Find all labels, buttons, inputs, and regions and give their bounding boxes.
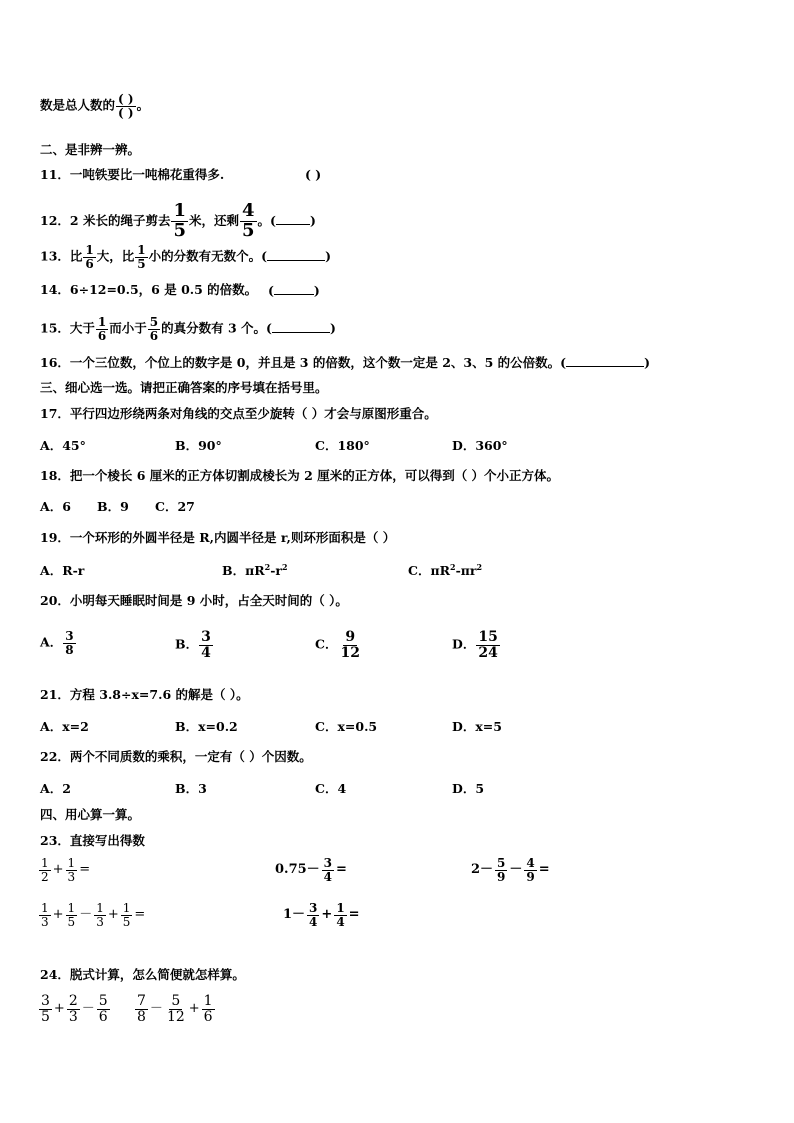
question-12: 12．2 米长的绳子剪去 $\frac{1}{5}$ 米，还剩 $\frac{4}{5}$ 。( ) <box>40 200 316 241</box>
question-11: 11．一吨铁要比一吨棉花重得多. ( ) <box>40 167 322 182</box>
fraction: $\frac{3}{8}$ <box>65 629 74 657</box>
question-21: 21．方程 3.8÷x=7.6 的解是（ ）。 <box>40 687 249 702</box>
q19-option-b[interactable]: B．$\pi R^2-r^2$ <box>222 561 288 578</box>
q10-tail: 数是总人数的 $\frac{( )}{( )}$ 。 <box>40 92 150 120</box>
q18-option-a[interactable]: A．6 <box>40 499 71 514</box>
q18-option-c[interactable]: C．27 <box>155 499 195 514</box>
q22-option-c[interactable]: C．4 <box>315 781 347 796</box>
fraction: $\frac{( )}{( )}$ <box>118 92 134 120</box>
section-2-title: 二、是非辨一辨。 <box>40 142 141 157</box>
fraction: $\frac{3}{4}$ <box>201 629 211 661</box>
question-22: 22．两个不同质数的乘积，一定有（ ）个因数。 <box>40 749 312 764</box>
q20-option-d[interactable]: D． $\frac{15}{24}$ <box>452 629 498 661</box>
question-13: 13．比 $\frac{1}{6}$ 大，比 $\frac{1}{5}$ 小的分数有无数个。( ) <box>40 243 331 271</box>
q17-option-b[interactable]: B．90° <box>175 438 222 453</box>
question-24: 24．脱式计算，怎么简便就怎样算。 <box>40 967 245 982</box>
question-20: 20．小明每天睡眠时间是 9 小时，占全天时间的（ ）。 <box>40 593 348 608</box>
q20-option-b[interactable]: B． $\frac{3}{4}$ <box>175 629 211 661</box>
expression-23-1: $\frac{1}{2}$ + $\frac{1}{3}$ = <box>41 856 91 884</box>
question-17: 17．平行四边形绕两条对角线的交点至少旋转（ ）才会与原图形重合。 <box>40 406 437 421</box>
q18-option-b[interactable]: B．9 <box>97 499 129 514</box>
q17-option-c[interactable]: C．180° <box>315 438 370 453</box>
q17-option-d[interactable]: D．360° <box>452 438 508 453</box>
expression-24-2: $\frac{7}{8}$ － $\frac{5}{12}$ + $\frac{1}{6}$ <box>137 993 213 1025</box>
expression-24-1: $\frac{3}{5}$ + $\frac{2}{3}$ － $\frac{5}{6}$ <box>41 993 108 1025</box>
answer-blank[interactable] <box>272 320 330 333</box>
fraction: $\frac{15}{24}$ <box>478 629 498 661</box>
q10-tail-text: 数是总人数的 <box>40 97 116 113</box>
fraction: $\frac{1}{5}$ <box>137 243 146 271</box>
answer-blank[interactable] <box>267 248 325 261</box>
answer-paren[interactable]: ( ) <box>268 283 320 298</box>
q21-option-b[interactable]: B．x=0.2 <box>175 719 238 734</box>
question-19: 19．一个环形的外圆半径是 R,内圆半径是 r,则环形面积是（ ） <box>40 530 396 545</box>
expression-23-2: 0.75－ $\frac{3}{4}$ = <box>275 856 347 884</box>
section-3-title: 三、细心选一选。请把正确答案的序号填在括号里。 <box>40 380 328 395</box>
q21-option-c[interactable]: C．x=0.5 <box>315 719 378 734</box>
q22-option-d[interactable]: D．5 <box>452 781 485 796</box>
q17-option-a[interactable]: A．45° <box>40 438 86 453</box>
q20-option-c[interactable]: C． $\frac{9}{12}$ <box>315 629 360 661</box>
fraction: $\frac{5}{6}$ <box>149 315 159 343</box>
expression-23-5: 1－ $\frac{3}{4}$ + $\frac{1}{4}$ = <box>283 901 360 929</box>
fraction: $\frac{9}{12}$ <box>340 629 360 661</box>
q21-option-a[interactable]: A．x=2 <box>40 719 89 734</box>
q22-option-a[interactable]: A．2 <box>40 781 71 796</box>
answer-blank[interactable] <box>276 212 310 225</box>
q21-option-d[interactable]: D．x=5 <box>452 719 502 734</box>
question-15: 15．大于 $\frac{1}{6}$ 而小于 $\frac{5}{6}$ 的真分数有 3 个。( ) <box>40 315 336 343</box>
q19-option-a[interactable]: A．R-r <box>40 563 85 578</box>
section-4-title: 四、用心算一算。 <box>40 807 141 822</box>
question-18: 18．把一个棱长 6 厘米的正方体切割成棱长为 2 厘米的正方体，可以得到（ ）个小正方体。 <box>40 468 560 483</box>
question-23: 23．直接写出得数 <box>40 833 145 848</box>
q19-option-c[interactable]: C．$\pi R^2-\pi r^2$ <box>408 561 483 578</box>
question-16: 16．一个三位数，个位上的数字是 0，并且是 3 的倍数，这个数一定是 2、3、5 的公倍数。( ) <box>40 355 650 370</box>
fraction: $\frac{4}{5}$ <box>242 200 255 241</box>
expression-23-3: 2－ $\frac{5}{9}$ － $\frac{4}{9}$ = <box>471 856 550 884</box>
q20-option-a[interactable]: A． $\frac{3}{8}$ <box>40 629 74 657</box>
q22-option-b[interactable]: B．3 <box>175 781 207 796</box>
answer-paren[interactable]: ( ) <box>305 167 322 182</box>
fraction: $\frac{1}{6}$ <box>97 315 107 343</box>
fraction: $\frac{1}{6}$ <box>85 243 94 271</box>
question-14: 14．6÷12=0.5，6 是 0.5 的倍数。 ( ) <box>40 282 320 298</box>
answer-blank[interactable] <box>566 354 644 367</box>
expression-23-4: $\frac{1}{3}$ + $\frac{1}{5}$ － $\frac{1}{3}$ + $\frac{1}{5}$ = <box>41 901 146 929</box>
fraction: $\frac{1}{5}$ <box>173 200 186 241</box>
